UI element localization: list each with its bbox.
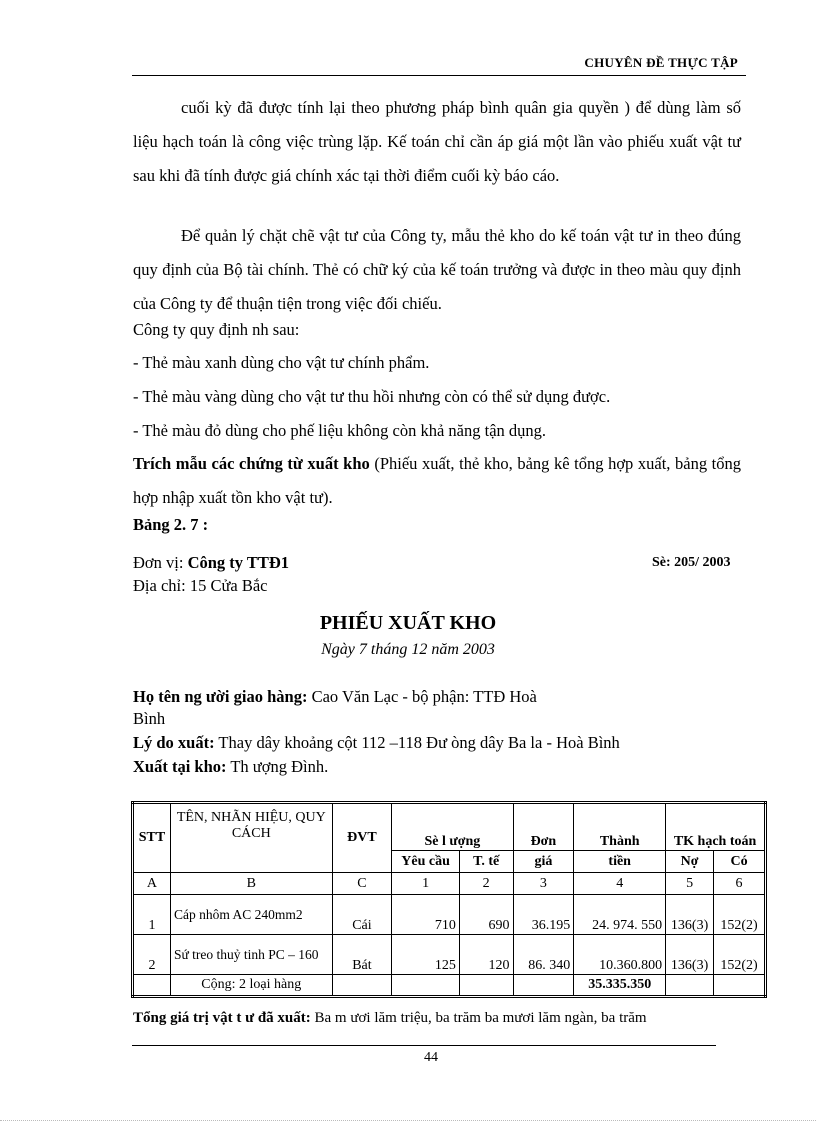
paragraph-1: cuối kỳ đã được tính lại theo phương pháp bình quân gia quyền ) để dùng làm số liệu hạch toán là công việc trùng lặp. Kế toán chỉ cần áp giá một lần vào phiếu xuất vật tư sau khi đã tính được giá chính xác tại thời điểm cuối kỳ báo cáo. xyxy=(133,98,741,185)
header-unit: ĐVT xyxy=(332,803,392,873)
header-price: Đơn xyxy=(513,803,574,851)
total-value-text: Ba m ươi lăm triệu, ba trăm ba mươi lăm ngàn, ba trăm xyxy=(310,1010,647,1026)
code-cell: 2 xyxy=(459,873,513,895)
deliverer-line xyxy=(133,687,537,707)
row-name: Sứ treo thuỷ tinh PC – 160 xyxy=(170,935,332,975)
row-actual: 120 xyxy=(459,935,513,975)
row-amount: 24. 974. 550 xyxy=(574,895,666,935)
header-price-2: giá xyxy=(513,851,574,873)
donvi-value: Công ty TTĐ1 xyxy=(187,553,290,572)
warehouse-value: Th ượng Đình. xyxy=(226,757,329,776)
deliverer-label: Họ tên ng ười giao hàng: xyxy=(133,687,308,706)
row-credit: 152(2) xyxy=(714,935,766,975)
row-name: Cáp nhôm AC 240mm2 xyxy=(170,895,332,935)
deliverer-value: Cao Văn Lạc - bộ phận: TTĐ Hoà xyxy=(307,687,537,706)
slip-title: PHIẾU XUẤT KHO xyxy=(319,612,497,634)
code-cell: 3 xyxy=(513,873,574,895)
row-credit: 152(2) xyxy=(714,895,766,935)
trich-bold: Trích mẫu các chứng từ xuất kho xyxy=(133,454,370,473)
row-actual: 690 xyxy=(459,895,513,935)
total-row xyxy=(133,975,766,997)
warehouse-line xyxy=(133,757,328,777)
row-requested: 125 xyxy=(392,935,460,975)
trich-paragraph xyxy=(133,447,741,515)
header-debit: Nợ xyxy=(666,851,714,873)
row-debit: 136(3) xyxy=(666,935,714,975)
address-line: Địa chỉ: 15 Cửa Bắc xyxy=(133,576,268,595)
reason-label: Lý do xuất: xyxy=(133,733,215,752)
header-credit: Có xyxy=(714,851,766,873)
total-value-line xyxy=(133,1010,647,1027)
paragraph-2: Để quản lý chặt chẽ vật tư của Công ty, mẫu thẻ kho do kế toán vật tư in theo đúng quy định của Bộ tài chính. Thẻ có chữ ký của kế toán trưởng và được in theo màu quy định của Công ty để thuận tiện trong việc đối chiếu. xyxy=(133,226,741,313)
reason-line xyxy=(133,733,620,753)
table-caption: Bảng 2. 7 : xyxy=(133,515,209,534)
deliverer-continued: Bình xyxy=(133,709,166,728)
row-price: 86. 340 xyxy=(513,935,574,975)
header-stt: STT xyxy=(133,803,171,873)
row-requested: 710 xyxy=(392,895,460,935)
code-row xyxy=(133,873,766,895)
table-row xyxy=(133,935,766,975)
code-cell: B xyxy=(170,873,332,895)
bullet-1: - Thẻ màu xanh dùng cho vật tư chính phẩm. xyxy=(133,353,430,372)
row-stt: 2 xyxy=(133,935,171,975)
page-edge-dotted xyxy=(0,1120,816,1121)
row-price: 36.195 xyxy=(513,895,574,935)
header-amount: Thành xyxy=(574,803,666,851)
row-unit: Bát xyxy=(332,935,392,975)
paragraph-3: Công ty quy định nh sau: xyxy=(133,320,300,339)
donvi-label: Đơn vị: xyxy=(133,553,188,572)
code-cell: C xyxy=(332,873,392,895)
row-unit: Cái xyxy=(332,895,392,935)
issue-slip-table xyxy=(131,801,767,998)
code-cell: 5 xyxy=(666,873,714,895)
code-cell: A xyxy=(133,873,171,895)
reason-value: Thay dây khoảng cột 112 –118 Đư òng dây Ba la - Hoà Bình xyxy=(214,733,620,752)
code-cell: 1 xyxy=(392,873,460,895)
header-amount-2: tiền xyxy=(574,851,666,873)
header-actual: T. tế xyxy=(459,851,513,873)
header-quantity: Sè l ượng xyxy=(392,803,513,851)
footer-rule xyxy=(132,1045,716,1046)
total-label: Cộng: 2 loại hàng xyxy=(170,975,332,997)
warehouse-label: Xuất tại kho: xyxy=(133,757,227,776)
header-name: TÊN, NHÃN HIỆU, QUY CÁCH xyxy=(170,803,332,873)
header-account: TK hạch toán xyxy=(666,803,766,851)
trich-rest: (Phiếu xuất, thẻ kho, bảng kê tổng hợp xuất, bảng tổng hợp nhập xuất tồn kho vật tư). xyxy=(133,454,741,507)
donvi-line xyxy=(133,553,289,573)
row-stt: 1 xyxy=(133,895,171,935)
bullet-3: - Thẻ màu đỏ dùng cho phế liệu không còn khả năng tận dụng. xyxy=(133,421,547,440)
code-cell: 4 xyxy=(574,873,666,895)
slip-date: Ngày 7 tháng 12 năm 2003 xyxy=(321,641,495,658)
total-amount: 35.335.350 xyxy=(574,975,666,997)
code-cell: 6 xyxy=(714,873,766,895)
header-requested: Yêu cầu xyxy=(392,851,460,873)
running-header: CHUYÊN ĐỀ THỰC TẬP xyxy=(584,55,738,70)
row-amount: 10.360.800 xyxy=(574,935,666,975)
page-number: 44 xyxy=(424,1050,438,1065)
slip-number: Sè: 205/ 2003 xyxy=(652,555,731,570)
total-value-label: Tổng giá trị vật t ư đã xuất: xyxy=(133,1010,311,1026)
header-rule xyxy=(132,75,746,76)
bullet-2: - Thẻ màu vàng dùng cho vật tư thu hồi nhưng còn có thể sử dụng được. xyxy=(133,387,611,406)
row-debit: 136(3) xyxy=(666,895,714,935)
table-row xyxy=(133,895,766,935)
